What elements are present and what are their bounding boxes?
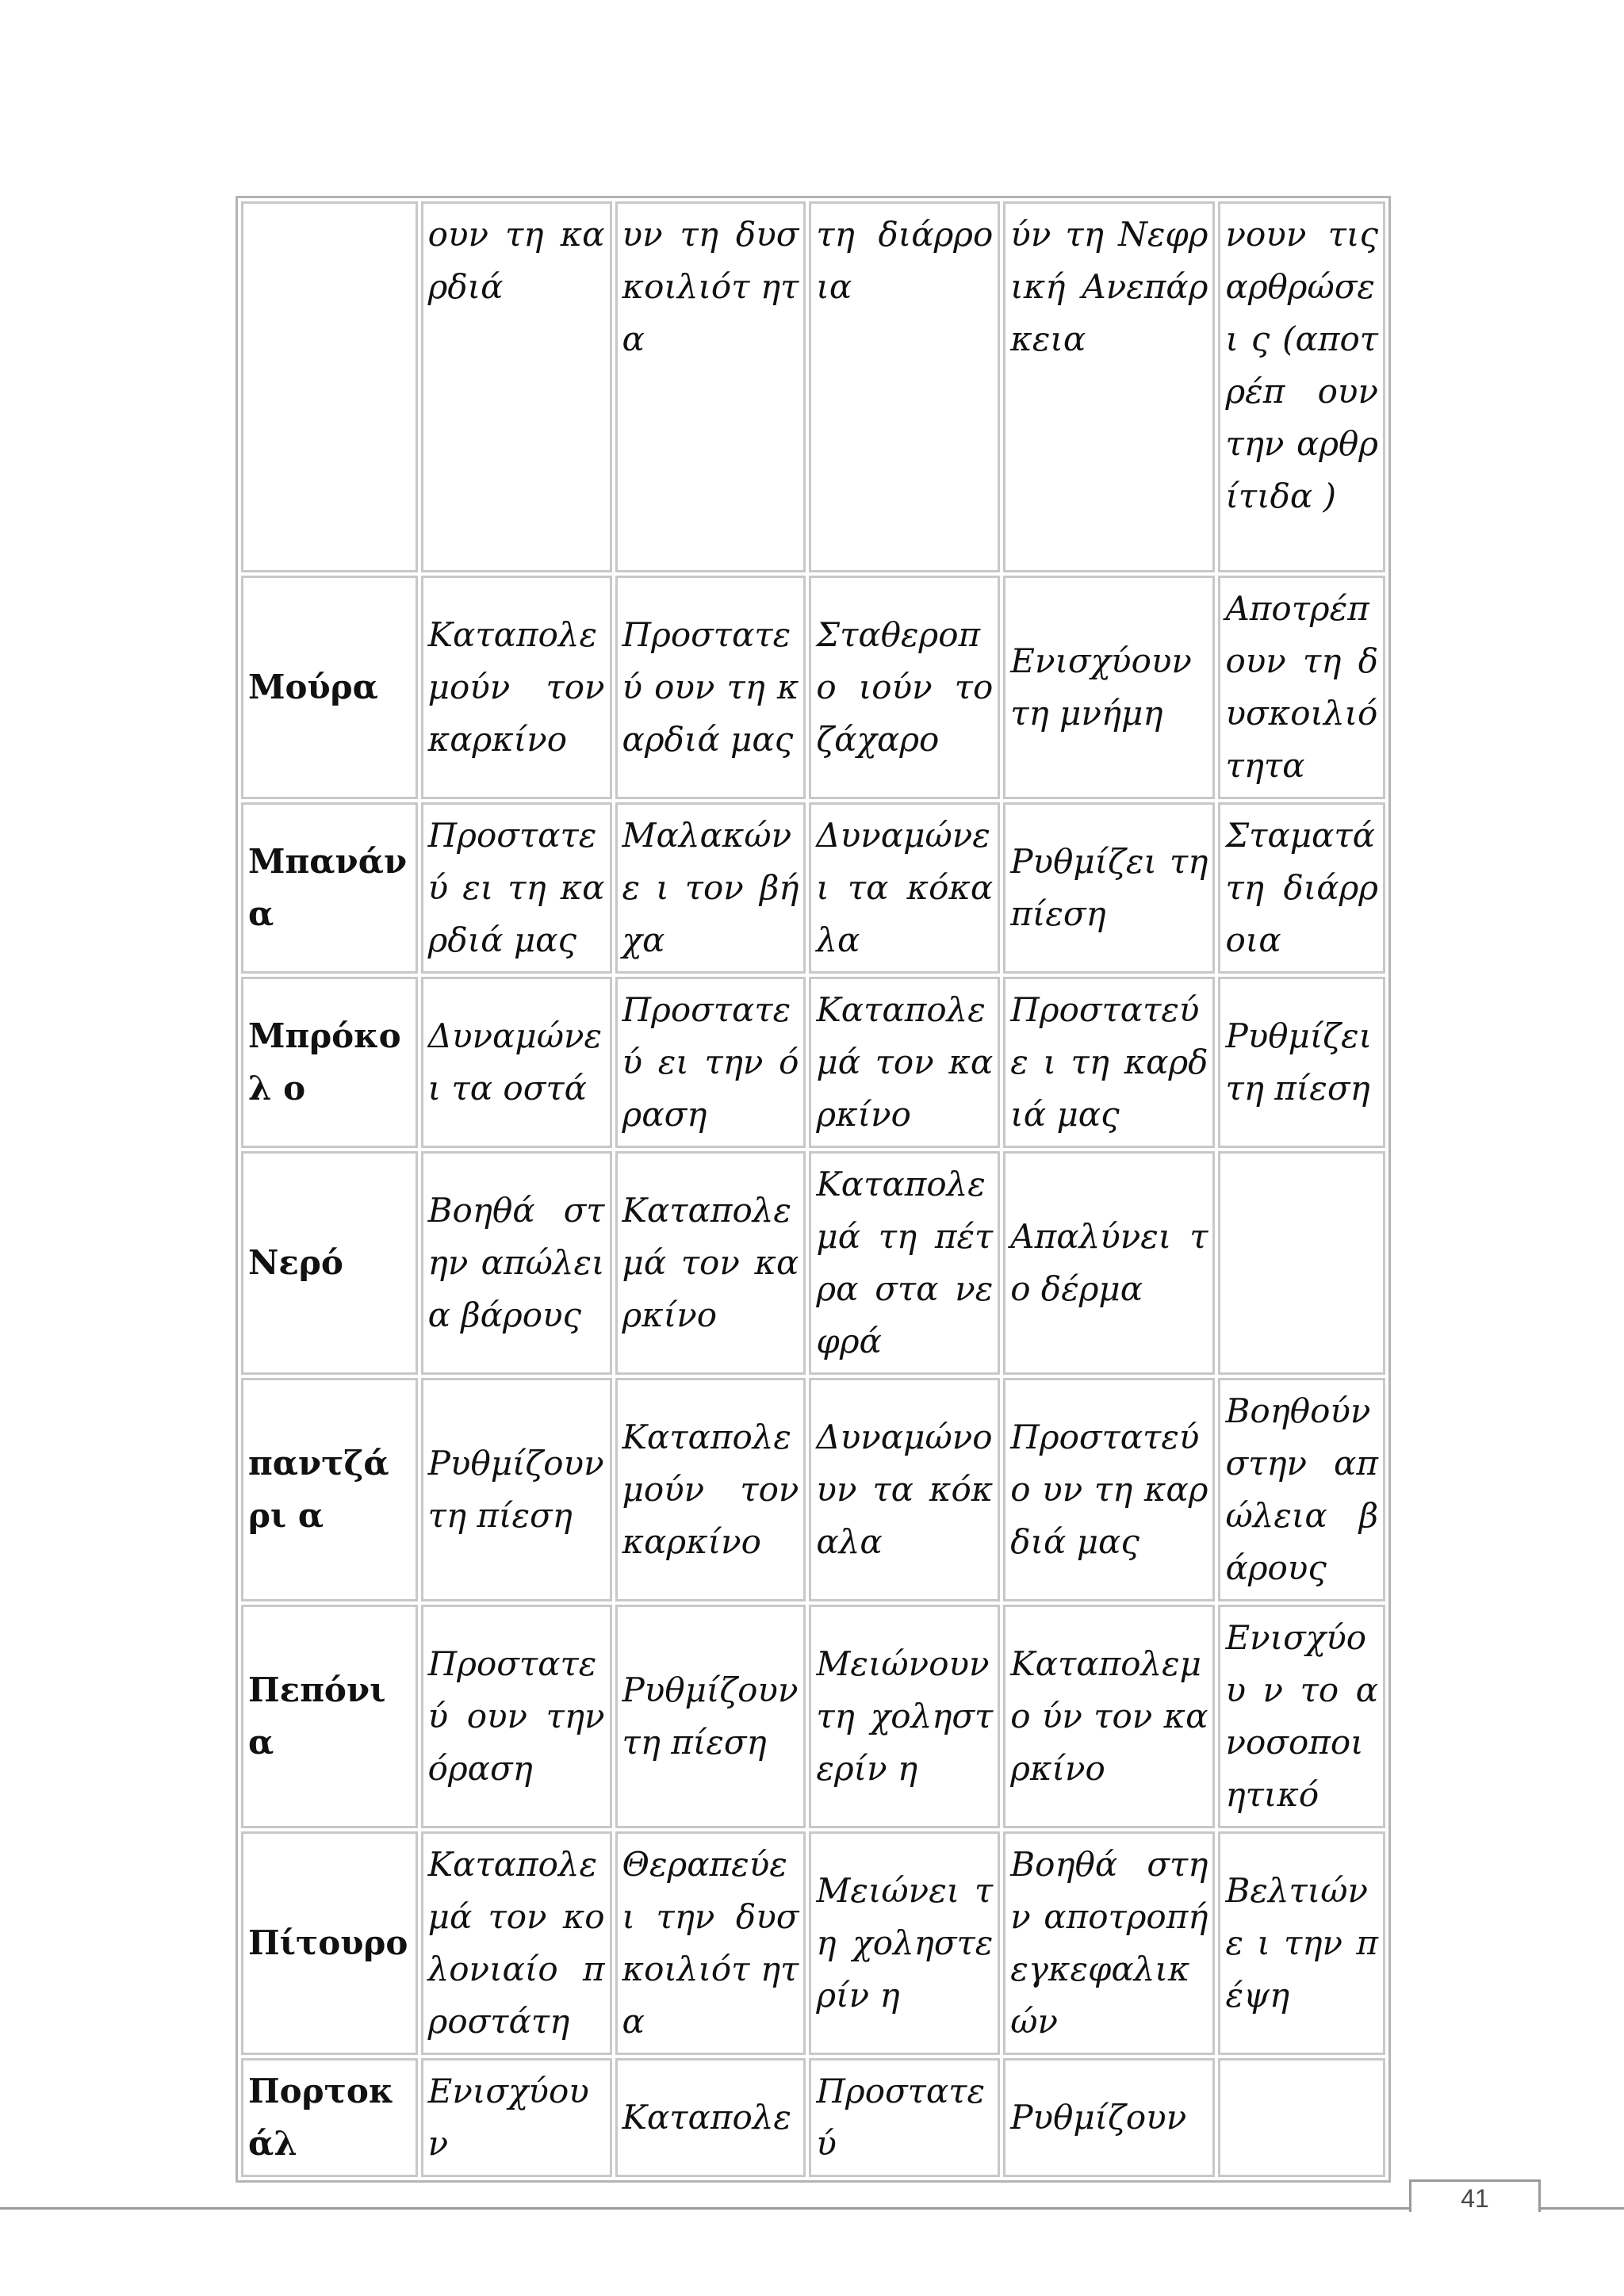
row-header-cell: Πορτοκάλ (241, 2058, 418, 2177)
table-cell: Καταπολε (615, 2058, 806, 2177)
table-cell: ουν τη καρδιά (421, 201, 612, 572)
table-cell: Ενισχύουν τη μνήμη (1003, 576, 1215, 799)
table-cell: Μειώνει τη χοληστερίν η (809, 1831, 1000, 2055)
table-cell: Καταπολε μούν τον καρκίνο (615, 1378, 806, 1601)
row-header-cell: παντζάρι α (241, 1378, 418, 1601)
table-cell: Προστατεύ (809, 2058, 1000, 2177)
table-row (241, 1605, 1385, 1828)
table-cell: Σταθεροπο ιούν το ζάχαρο (809, 576, 1000, 799)
table-cell: τη διάρροια (809, 201, 1000, 572)
table-cell: Ρυθμίζει τη πίεση (1218, 977, 1385, 1148)
table-cell: ύν τη Νεφρική Ανεπάρκεια (1003, 201, 1215, 572)
table-cell: Προστατεύο υν τη καρδιά μας (1003, 1378, 1215, 1601)
table-cell: Ρυθμίζουν (1003, 2058, 1215, 2177)
table-cell: Θεραπεύει την δυσκοιλιότ ητα (615, 1831, 806, 2055)
row-header-cell: Μπρόκολ ο (241, 977, 418, 1148)
table-cell: Προστατεύ ουν την όραση (421, 1605, 612, 1828)
table-cell (1218, 1151, 1385, 1375)
table-cell: Δυναμώνε ι τα οστά (421, 977, 612, 1148)
table-cell: Απαλύνει το δέρμα (1003, 1151, 1215, 1375)
table-cell: Ρυθμίζει τη πίεση (1003, 802, 1215, 974)
table-cell: Αποτρέπ ουν τη δυσκοιλιό τητα (1218, 576, 1385, 799)
table-cell: Καταπολε μά τον καρκίνο (809, 977, 1000, 1148)
table-row (241, 977, 1385, 1148)
row-header-cell: Μούρα (241, 576, 418, 799)
table-cell: Προστατεύε ι τη καρδιά μας (1003, 977, 1215, 1148)
table-row (241, 802, 1385, 974)
footer-rule (0, 2207, 1624, 2210)
table-cell: Καταπολεμο ύν τον καρκίνο (1003, 1605, 1215, 1828)
page-number: 41 (1461, 2184, 1489, 2213)
table-row (241, 2058, 1385, 2177)
table-cell: υν τη δυσκοιλιότ ητα (615, 201, 806, 572)
table-cell: Προστατεύ ει την όραση (615, 977, 806, 1148)
table-cell: Δυναμώνο υν τα κόκαλα (809, 1378, 1000, 1601)
table-cell: Ρυθμίζουν τη πίεση (615, 1605, 806, 1828)
table-cell: Καταπολε μά τον καρκίνο (615, 1151, 806, 1375)
table-cell: Καταπολε μούν τον καρκίνο (421, 576, 612, 799)
table-row (241, 576, 1385, 799)
table-cell: Βοηθά στην αποτροπή εγκεφαλικ ών (1003, 1831, 1215, 2055)
table-cell (1218, 2058, 1385, 2177)
food-benefits-table (236, 196, 1391, 2183)
row-header-cell: Μπανάνα (241, 802, 418, 974)
table-cell: Ενισχύουν (421, 2058, 612, 2177)
table-cell: Ρυθμίζουν τη πίεση (421, 1378, 612, 1601)
table-cell: Δυναμώνε ι τα κόκαλα (809, 802, 1000, 974)
table-row (241, 1151, 1385, 1375)
table-cell: Ενισχύου ν το ανοσοποι ητικό (1218, 1605, 1385, 1828)
table-row (241, 1378, 1385, 1601)
table-cell: Καταπολε μά τη πέτρα στα νεφρά (809, 1151, 1000, 1375)
table-cell: Προστατεύ ει τη καρδιά μας (421, 802, 612, 974)
table-row (241, 201, 1385, 572)
row-header-cell: Πεπόνια (241, 1605, 418, 1828)
table-cell: Σταματά τη διάρροια (1218, 802, 1385, 974)
table-cell: Βοηθά στην απώλεια βάρους (421, 1151, 612, 1375)
table-cell: Βελτιώνε ι την πέψη (1218, 1831, 1385, 2055)
table-cell: Μειώνουν τη χοληστερίν η (809, 1605, 1000, 1828)
row-header-cell: Πίτουρο (241, 1831, 418, 2055)
table-cell: Βοηθούν στην απώλεια βάρους (1218, 1378, 1385, 1601)
table-cell: Προστατεύ ουν τη καρδιά μας (615, 576, 806, 799)
row-header-cell (241, 201, 418, 572)
table-cell: Καταπολε μά τον κολονιαίο προστάτη (421, 1831, 612, 2055)
table-row (241, 1831, 1385, 2055)
table-cell: Μαλακώνε ι τον βήχα (615, 802, 806, 974)
table-cell: νουν τις αρθρώσει ς (αποτρέπ ουν την αρθρίτιδα ) (1218, 201, 1385, 572)
row-header-cell: Νερό (241, 1151, 418, 1375)
food-benefits-table-wrapper (236, 196, 1391, 2183)
